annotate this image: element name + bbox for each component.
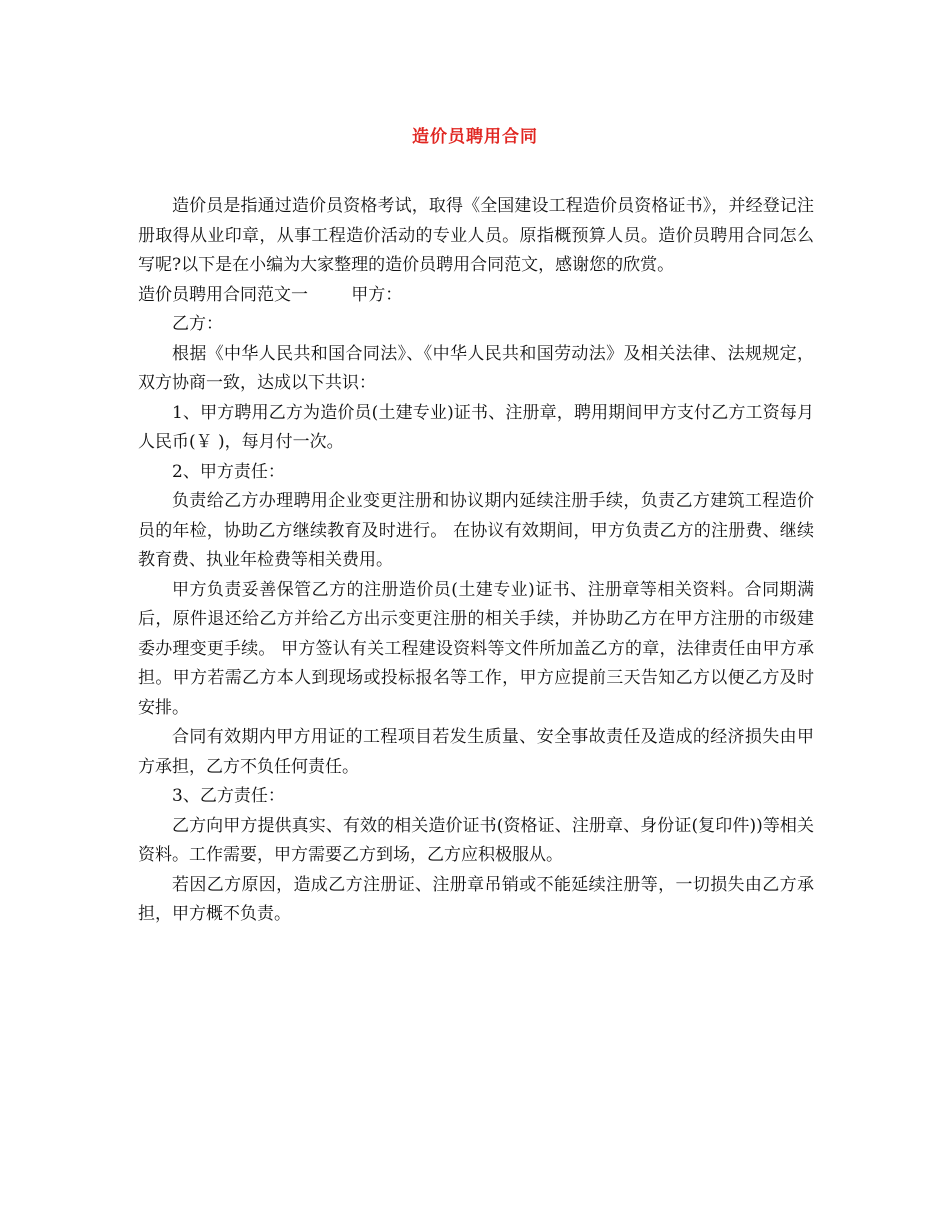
- clause-3-paragraph-2: 若因乙方原因，造成乙方注册证、注册章吊销或不能延续注册等，一切损失由乙方承担，甲方概不负责。: [138, 874, 814, 924]
- intro-paragraph: 造价员是指通过造价员资格考试，取得《全国建设工程造价员资格证书》，并经登记注册取得从业印章，从事工程造价活动的专业人员。原指概预算人员。造价员聘用合同怎么写呢?以下是在小编为大家整理的造价员聘用合同范文，感谢您的欣赏。: [138, 196, 814, 275]
- clause-2-paragraph-3: 合同有效期内甲方用证的工程项目若发生质量、安全事故责任及造成的经济损失由甲方承担，乙方不负任何责任。: [138, 727, 814, 777]
- clause-3-paragraph-1: 乙方向甲方提供真实、有效的相关造价证书(资格证、注册章、身份证(复印件))等相关资料。工作需要，甲方需要乙方到场，乙方应积极服从。: [138, 815, 814, 865]
- clause-2-heading: 2、甲方责任：: [172, 461, 285, 482]
- clause-3-heading: 3、乙方责任：: [172, 786, 285, 806]
- document-title: 造价员聘用合同: [412, 127, 538, 147]
- sample-heading: 造价员聘用合同范文一: [138, 284, 308, 305]
- document-body: [138, 192, 814, 930]
- clause-1: 1、甲方聘用乙方为造价员(土建专业)证书、注册章，聘用期间甲方支付乙方工资每月人民币(￥ )，每月付一次。: [138, 402, 814, 452]
- sample-heading-line: [138, 281, 814, 311]
- clause-2-paragraph-2: 甲方负责妥善保管乙方的注册造价员(土建专业)证书、注册章等相关资料。合同期满后，原件退还给乙方并给乙方出示变更注册的相关手续，并协助乙方在甲方注册的市级建委办理变更手续。 甲方签认有关工程建设资料等文件所加盖乙方的章，法律责任由甲方承担。甲方若需乙方本人到现场或投标报名等工作，甲方应提前三天告知乙方以便乙方及时安排。: [138, 579, 814, 718]
- legal-basis-paragraph: 根据《中华人民共和国合同法》、《中华人民共和国劳动法》及相关法律、法规规定，双方协商一致，达成以下共识：: [138, 343, 814, 393]
- clause-2-paragraph-1: 负责给乙方办理聘用企业变更注册和协议期内延续注册手续，负责乙方建筑工程造价员的年检，协助乙方继续教育及时进行。 在协议有效期间，甲方负责乙方的注册费、继续教育费、执业年检费等相关费用。: [138, 491, 814, 570]
- party-a-label: 甲方：: [351, 284, 403, 305]
- party-b-label: 乙方：: [172, 314, 223, 334]
